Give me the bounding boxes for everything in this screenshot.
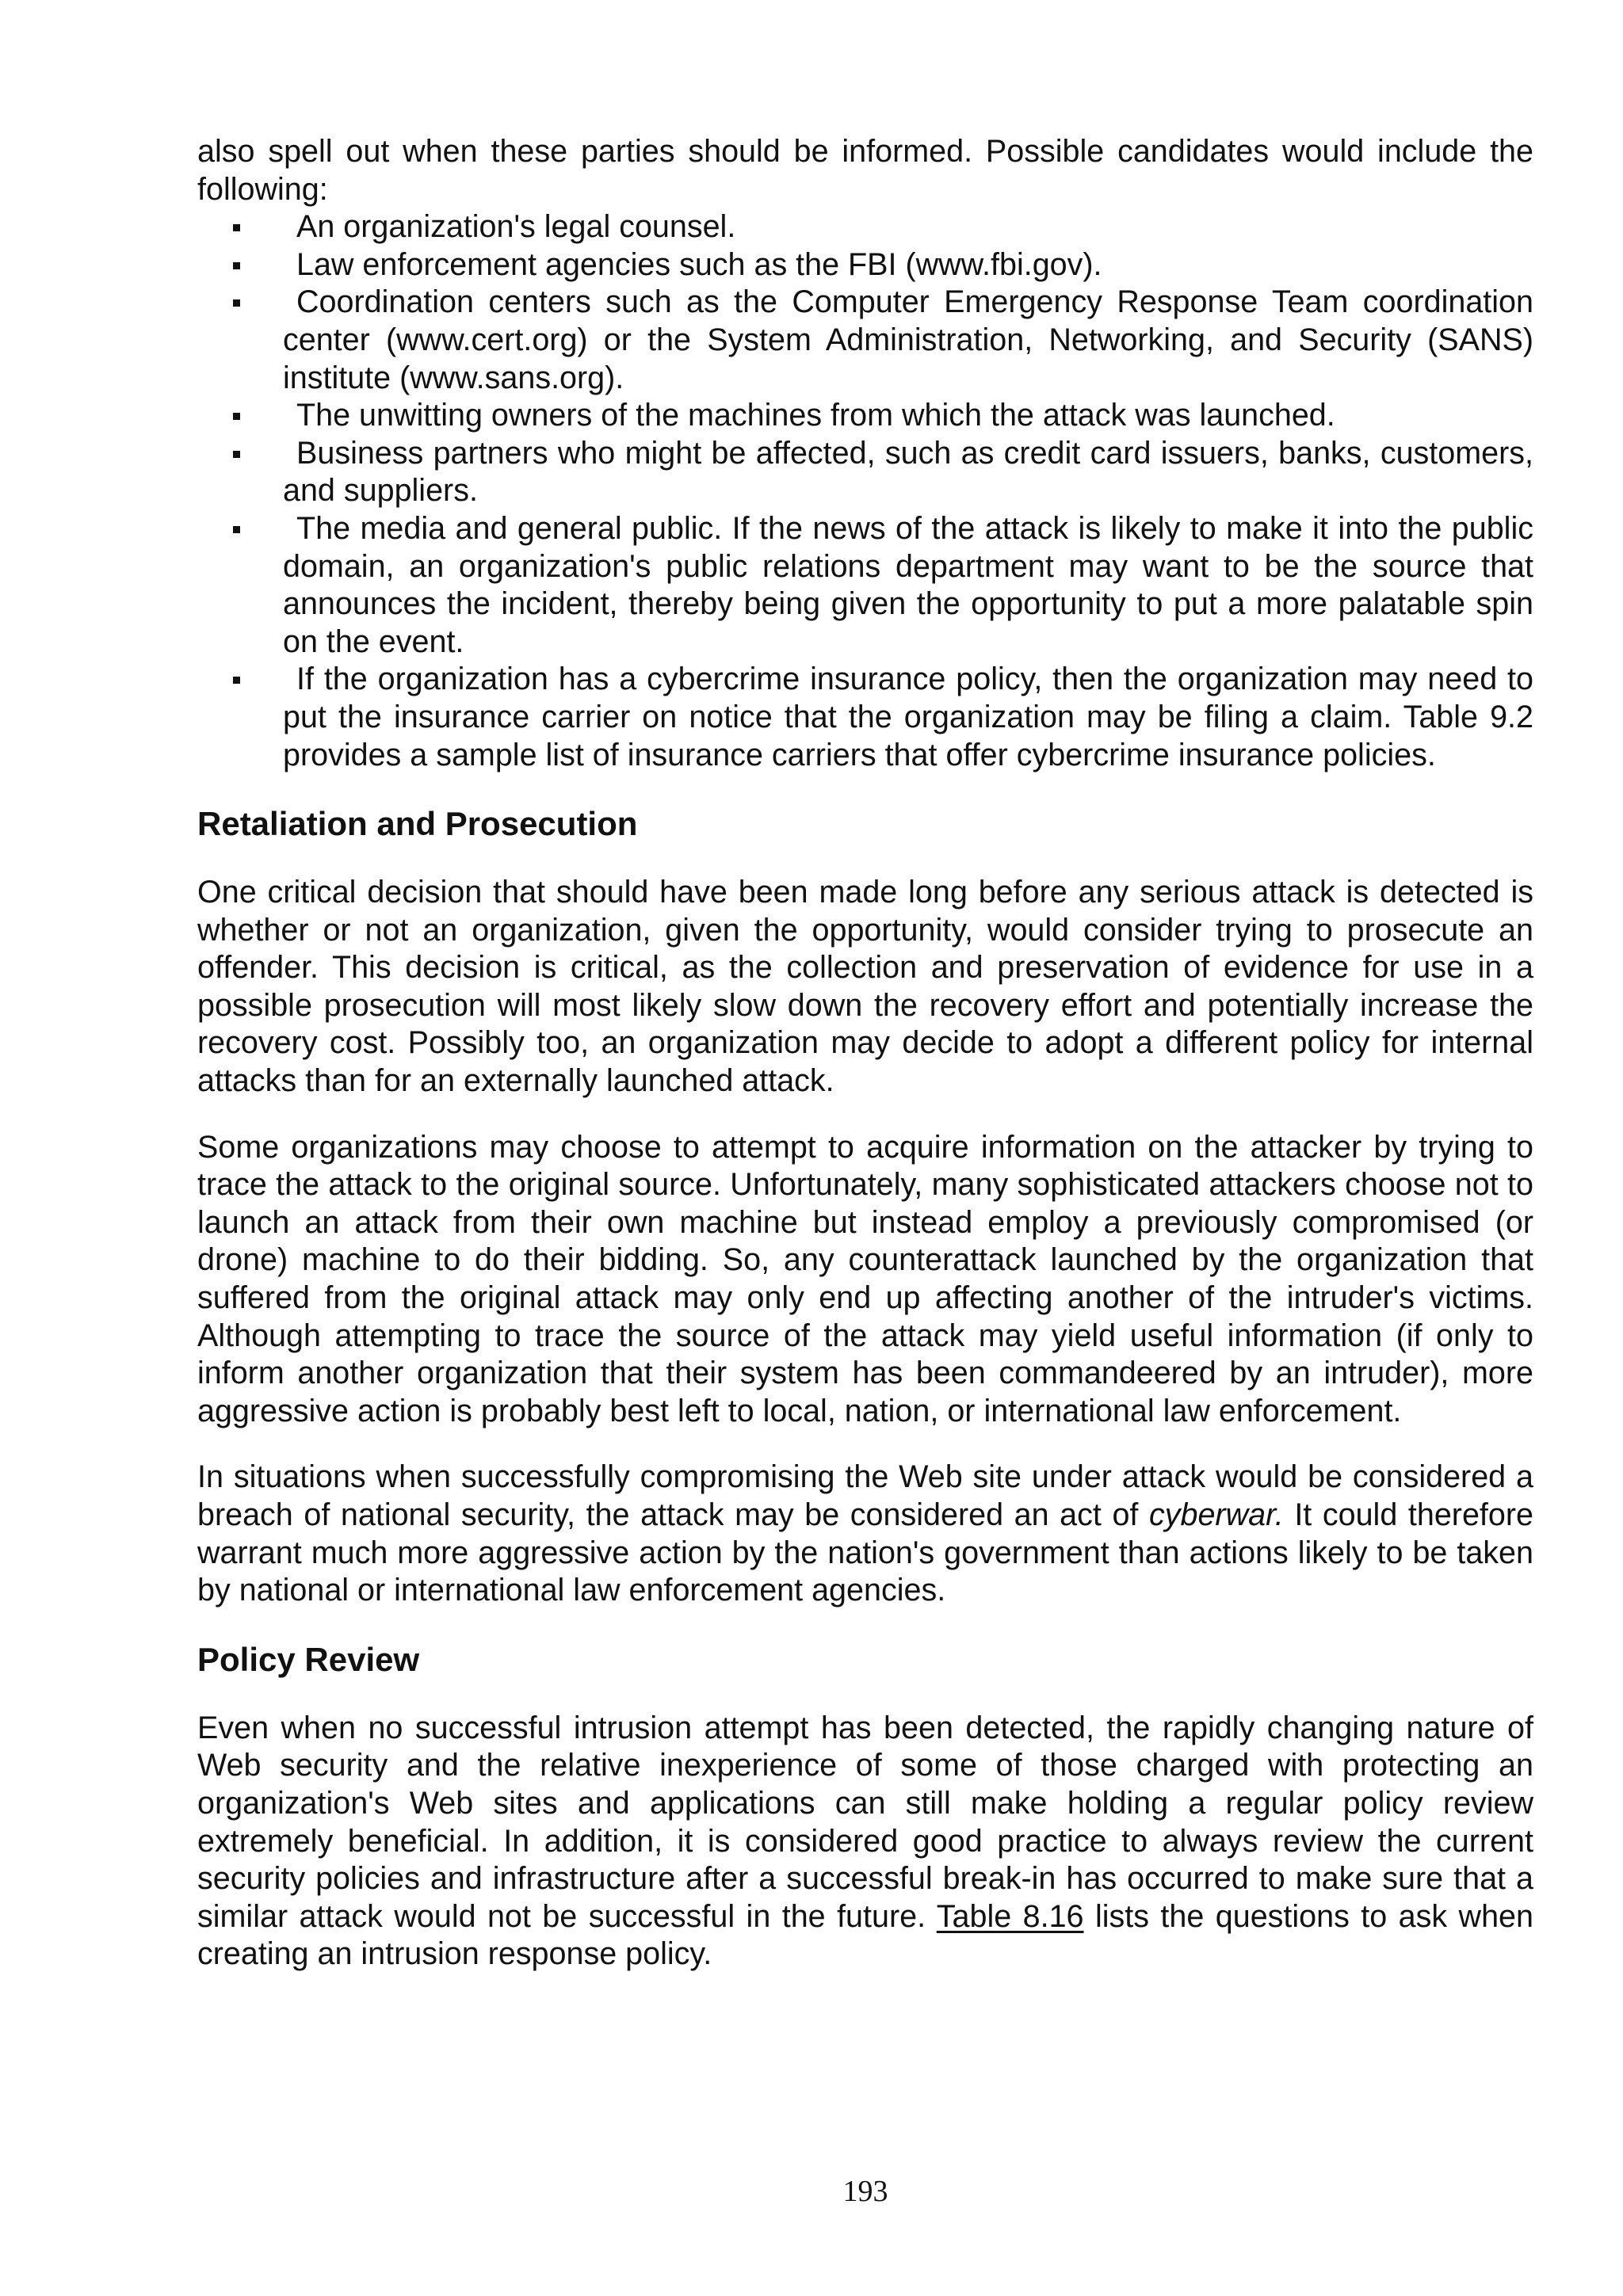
bullet-square-icon <box>233 677 240 684</box>
bullet-square-icon <box>233 299 240 307</box>
bullet-square-icon <box>233 451 240 458</box>
bullet-square-icon <box>233 262 240 269</box>
page-content <box>197 133 1533 1974</box>
list-item <box>197 246 1533 284</box>
list-item <box>197 661 1533 774</box>
intro-paragraph: also spell out when these parties should be informed. Possible candidates would include the following: <box>197 134 1533 207</box>
list-item <box>197 397 1533 435</box>
table-8-16-link[interactable]: Table 8.16 <box>936 1898 1084 1934</box>
notification-candidates-list <box>197 208 1533 774</box>
section-heading-policy-review: Policy Review <box>197 1640 420 1678</box>
section-heading-retaliation: Retaliation and Prosecution <box>197 805 638 843</box>
list-item-text: The media and general public. If the news of the attack is likely to make it into the public domain, an organization's public relations department may want to be the source that announces the incident, thereby being given the opportunity to put a more palatable spin on the event. <box>283 510 1533 659</box>
list-item-text: If the organization has a cybercrime insurance policy, then the organization may need to put the insurance carrier on notice that the organization may be filing a claim. Table 9.2 provides a sample list of insurance carriers that offer cybercrime insurance policies. <box>283 662 1533 772</box>
bullet-square-icon <box>233 224 240 231</box>
list-item <box>197 284 1533 397</box>
list-item-text: Law enforcement agencies such as the FBI (www.fbi.gov). <box>296 246 1102 282</box>
retaliation-paragraph-1: One critical decision that should have been made long before any serious attack is detected is whether or not an organization, given the opportunity, would consider trying to prosecute an offender. This decision is critical, as the collection and preservation of evidence for use in a possible prosecution will most likely slow down the recovery effort and potentially increase the recovery cost. Possibly too, an organization may decide to adopt a different policy for internal attacks than for an externally launched attack. <box>197 875 1533 1099</box>
emphasis-cyberwar: cyberwar. <box>1148 1497 1284 1532</box>
list-item <box>197 510 1533 661</box>
paragraph-text: In situations when successfully compromising the Web site under attack would be considered a breach of national security, the attack may be considered an act of <box>197 1459 1533 1532</box>
bullet-square-icon <box>233 526 240 533</box>
list-item-text: The unwitting owners of the machines from which the attack was launched. <box>296 398 1335 433</box>
list-item-text: An organization's legal counsel. <box>296 209 736 245</box>
retaliation-paragraph-3 <box>197 1459 1533 1609</box>
list-item-text: Coordination centers such as the Computer Emergency Response Team coordination center (www.cert.org) or the System Administration, Networking, and Security (SANS) institute (www.sans.org). <box>283 284 1533 395</box>
list-item <box>197 208 1533 246</box>
paragraph-text: Even when no successful intrusion attempt has been detected, the rapidly changing nature of Web security and the relative inexperience of some of those charged with protecting an organization's Web sites and applications can still make holding a regular policy review extremely beneficial. In addition, it is considered good practice to always review the current security policies and infrastructure after a successful break-in has occurred to make sure that a similar attack would not be successful in the future. <box>197 1710 1533 1934</box>
list-item-text: Business partners who might be affected, such as credit card issuers, banks, customers, and suppliers. <box>283 435 1533 509</box>
paragraph-text: It could therefore warrant much more aggressive action by the nation's government than actions likely to be taken by national or international law enforcement agencies. <box>197 1497 1533 1608</box>
paragraph-text: lists the questions to ask when creating an intrusion response policy. <box>197 1898 1533 1972</box>
retaliation-paragraph-2: Some organizations may choose to attempt to acquire information on the attacker by trying to trace the attack to the original source. Unfortunately, many sophisticated attackers choose not to launch an attack from their own machine but instead employ a previously compromised (or drone) machine to do their bidding. So, any counterattack launched by the organization that suffered from the original attack may only end up affecting another of the intruder's victims. Although attempting to trace the source of the attack may yield useful information (if only to inform another organization that their system has been commandeered by an intruder), more aggressive action is probably best left to local, nation, or international law enforcement. <box>197 1129 1533 1428</box>
page-number: 193 <box>842 2175 888 2208</box>
policy-review-paragraph <box>197 1710 1533 1974</box>
bullet-square-icon <box>233 413 240 420</box>
list-item <box>197 435 1533 510</box>
